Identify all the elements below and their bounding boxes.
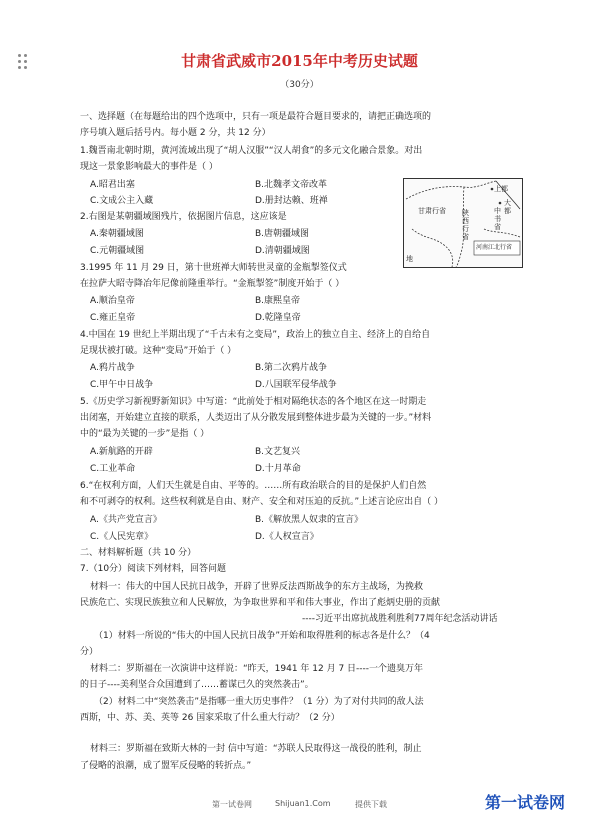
material-1: 材料一：伟大的中国人民抗日战争，开辟了世界反法西斯战争的东方主战场，为挽救 (90, 582, 424, 592)
map-label-henan: 河南江北行省 (476, 244, 513, 251)
option-q6-d: D.《人权宣言》 (255, 532, 319, 542)
option-q5-c: C.工业革命 (90, 464, 136, 474)
section-heading-choice: 一、选择题（在每题给出的四个选项中，只有一项是最符合题目要求的，请把正确选项的 (80, 112, 432, 122)
question-7-1: （1）材料一所说的“伟大的中国人民抗日战争”开始和取得胜利的标志各是什么？（4 (94, 631, 430, 641)
option-q1-c: C.文成公主入藏 (90, 196, 154, 206)
page-title: 甘肃省武威市2015年中考历史试题 (181, 52, 418, 70)
question-7-2: （2）材料二中“突然袭击”是指哪一重大历史事件？（1 分）为了对付共同的敌人法 (94, 697, 424, 707)
option-q2-c: C.元朝疆域图 (90, 246, 145, 256)
footer-site-url[interactable]: Shijuan1.Com (275, 799, 331, 808)
total-score: （30分） (280, 80, 319, 90)
option-q4-d: D.八国联军侵华战争 (255, 380, 337, 390)
material-2: 材料二：罗斯福在一次演讲中这样说：“昨天，1941 年 12 月 7 日----一个遗臭万年 (90, 664, 424, 674)
option-q2-b: B.唐朝疆域图 (255, 229, 310, 239)
section-heading-material: 二、材料解析题（共 10 分） (80, 548, 197, 558)
material-1-source: ----习近平出席抗战胜利胜利77周年纪念活动讲话 (302, 614, 498, 624)
question-1: 1.魏晋南北朝时期，黄河流域出现了“胡人汉服”“汉人胡食”的多元文化融合景象。对出 (80, 146, 423, 156)
text-line: 足现状被打破。这种“变局”开始于（ ） (80, 346, 237, 356)
footer-download-text: 提供下载 (355, 800, 387, 809)
option-q2-a: A.秦朝疆域图 (90, 229, 144, 239)
option-q3-d: D.乾隆皇帝 (255, 313, 301, 323)
text-line: 分） (80, 647, 99, 657)
text-line: 西斯，中、苏、美、英等 26 国家采取了什么重大行动？（2 分） (80, 713, 340, 723)
question-3: 3.1995 年 11 月 29 日，第十世班禅大师转世灵童的金瓶掣签仪式 (80, 263, 347, 273)
option-q3-b: B.康熙皇帝 (255, 296, 301, 306)
text-line: 现这一景象影响最大的事件是（ ） (80, 162, 218, 172)
map-label-di: 地 (406, 255, 413, 263)
option-q3-c: C.雍正皇帝 (90, 313, 136, 323)
option-q5-b: B.文艺复兴 (255, 447, 301, 457)
text-line: 出闭塞，开始建立直接的联系，人类迈出了从分散发展到整体进步最为关键的一步。”材料 (80, 413, 432, 423)
map-label-dadu: 大都 (504, 199, 511, 215)
question-5: 5.《历史学习新视野新知识》中写道：“此前处于相对隔绝状态的各个地区在这一时期走 (80, 397, 427, 407)
text-line: 和不可剥夺的权利。这些权利就是自由、财产、安全和对压迫的反抗。”上述言论应出自（ ） (80, 497, 444, 507)
footer-site-name: 第一试卷网 (212, 800, 252, 809)
text-line: 了侵略的浪潮，成了盟军反侵略的转折点。” (80, 761, 252, 771)
map-label-gansu: 甘肃行省 (418, 207, 446, 215)
question-7: 7.（10分）阅读下列材料，回答问题 (80, 564, 227, 574)
map-label-zhongshu: 中书省 (494, 207, 501, 231)
option-q1-d: D.册封达赖、班禅 (255, 196, 328, 206)
text-line: 民族危亡、实现民族独立和人民解放，为争取世界和平和伟大事业，作出了彪炳史册的贡献 (80, 598, 441, 608)
option-q1-a: A.昭君出塞 (90, 180, 135, 190)
territory-map-fragment (403, 178, 523, 268)
question-4: 4.中国在 19 世纪上半期出现了“千古未有之变局”，政治上的独立自主、经济上的自给自 (80, 330, 431, 340)
option-q5-d: D.十月革命 (255, 464, 301, 474)
question-2: 2.右图是某朝疆域图残片，依据图片信息，这应该是 (80, 212, 287, 222)
map-label-shangdu: 上都 (494, 185, 508, 193)
text-line: 序号填入题后括号内。每小题 2 分，共 12 分） (80, 128, 271, 138)
option-q3-a: A.顺治皇帝 (90, 296, 135, 306)
question-6: 6.“在权利方面，人们天生就是自由、平等的。……所有政治联合的目的是保护人们自然 (80, 481, 427, 491)
option-q1-b: B.北魏孝文帝改革 (255, 180, 328, 190)
option-q4-a: A.鸦片战争 (90, 363, 135, 373)
option-q6-a: A.《共产党宣言》 (90, 515, 162, 525)
map-label-shaanxi: 陕西行省 (462, 209, 469, 241)
option-q4-c: C.甲午中日战争 (90, 380, 154, 390)
text-line: 在拉萨大昭寺降冶年尼像前隆重举行。“金瓶掣签”制度开始于（ ） (80, 279, 345, 289)
material-3: 材料三：罗斯福在致斯大林的一封 信中写道：“苏联人民取得这一战役的胜利，制止 (90, 744, 422, 754)
option-q6-b: B.《解放黑人奴隶的宣言》 (255, 515, 364, 525)
text-line: 的日子----美利坚合众国遭到了……蓄谋已久的突然袭击”。 (80, 680, 314, 690)
option-q5-a: A.新航路的开辟 (90, 447, 153, 457)
option-q2-d: D.清朝疆域图 (255, 246, 310, 256)
text-line: 中的“最为关键的一步”是指（ ） (80, 429, 210, 439)
watermark-logo: 第一试卷网 (485, 793, 566, 812)
option-q4-b: B.第二次鸦片战争 (255, 363, 328, 373)
option-q6-c: C.《人民宪章》 (90, 532, 154, 542)
